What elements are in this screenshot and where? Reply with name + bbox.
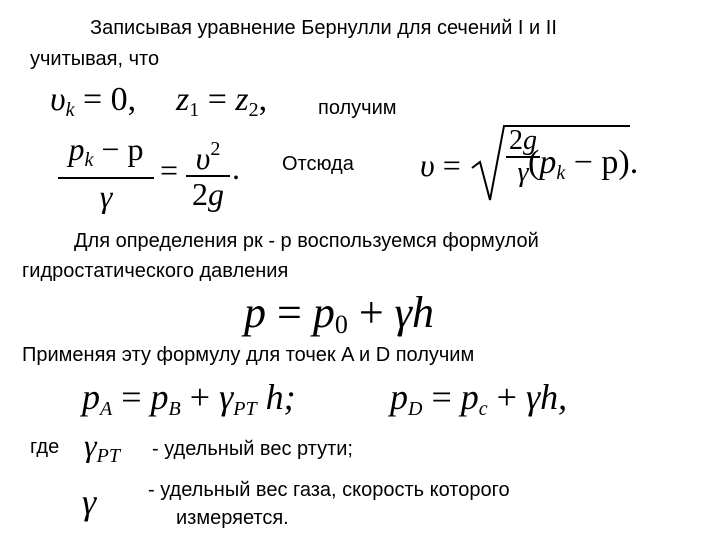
otsyuda-text: Отсюда <box>282 153 354 175</box>
velocity-condition: $\upsilon_k = 0$, <box>50 81 137 121</box>
pressure-fraction: $p_k - p$ γ <box>58 132 154 213</box>
mercury-weight-desc: - удельный вес ртути; <box>152 438 353 460</box>
para2-line-2: гидростатического давления <box>22 260 289 282</box>
equals-sign-1: = <box>160 152 179 188</box>
para2-line-1: Для определения pк - p воспользуемся формулой <box>74 230 539 252</box>
poluchim-text: получим <box>318 97 397 119</box>
point-d-equation: $p_D = p_c + \gamma h$, <box>390 377 568 420</box>
gamma-pt-symbol: $\gamma_{PT}$ <box>84 427 120 467</box>
hydrostatic-equation: $p = p_0 + \gamma h$ <box>244 288 434 339</box>
point-a-equation: $p_A = p_B + \gamma_{PT}$ h; <box>82 377 296 420</box>
height-condition: $z_1 = z_2$, <box>176 81 268 121</box>
intro-line-1: Записывая уравнение Бернулли для сечений I и II <box>90 17 557 39</box>
intro-line-2: учитывая, что <box>30 48 160 70</box>
gas-weight-desc-line-1: - удельный вес газа, скорость которого <box>148 479 510 501</box>
sqrt-fraction: 2g γ <box>506 126 540 188</box>
period-1: . <box>232 150 240 186</box>
where-label: где <box>30 436 60 458</box>
gamma-symbol: γ <box>82 482 97 522</box>
velocity-lhs: υ = <box>420 147 461 183</box>
para3-line: Применяя эту формулу для точек A и D получим <box>22 344 475 366</box>
gas-weight-desc-line-2: измеряется. <box>176 507 289 529</box>
paren-expression: $(p_k - p)$. <box>528 144 639 184</box>
velocity-head-fraction: $\upsilon^2$ 2g <box>186 132 230 211</box>
